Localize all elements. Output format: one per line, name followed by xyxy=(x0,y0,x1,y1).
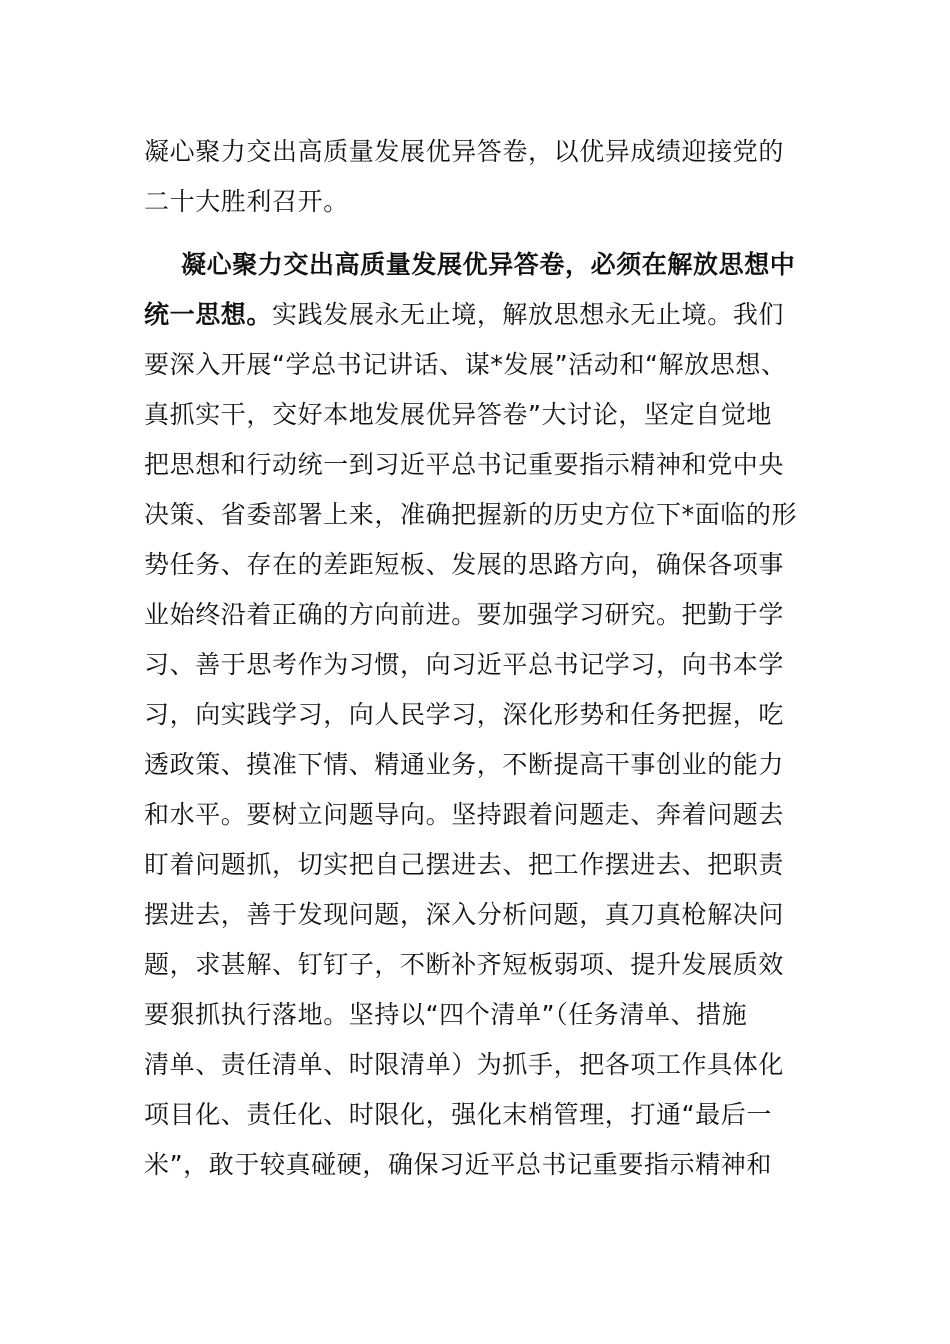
paragraph-1-line-1: 凝心聚力交出高质量发展优异答卷，以优异成绩迎接党的 xyxy=(144,137,785,166)
body-line: 把思想和行动统一到习近平总书记重要指示精神和党中央 xyxy=(144,450,785,479)
paragraph-2-line-2 xyxy=(144,295,784,335)
body-line: 习、善于思考作为习惯，向习近平总书记学习，向书本学 xyxy=(144,650,785,679)
paragraph-2-line-2-text: 实践发展永无止境，解放思想永无止境。我们 xyxy=(272,300,785,329)
body-line: 米”，敢于较真碰硬，确保习近平总书记重要指示精神和 xyxy=(144,1150,772,1179)
body-line: 决策、省委部署上来，准确把握新的历史方位下*面临的形 xyxy=(144,500,798,529)
paragraph-1-line-2: 二十大胜利召开。 xyxy=(144,187,349,216)
body-line: 要深入开展“学总书记讲话、谋*发展”活动和“解放思想、 xyxy=(144,350,787,379)
body-line: 势任务、存在的差距短板、发展的思路方向，确保各项事 xyxy=(144,550,785,579)
body-line: 习，向实践学习，向人民学习，深化形势和任务把握，吃 xyxy=(144,700,785,729)
body-line: 盯着问题抓，切实把自己摆进去、把工作摆进去、把职责 xyxy=(144,850,785,879)
paragraph-2-heading: 凝心聚力交出高质量发展优异答卷，必须在解放思想中 xyxy=(181,250,796,279)
body-line: 业始终沿着正确的方向前进。要加强学习研究。把勤于学 xyxy=(144,600,785,629)
body-line: 真抓实干，交好本地发展优异答卷”大讨论，坚定自觉地 xyxy=(144,400,772,429)
body-line: 项目化、责任化、时限化，强化末梢管理，打通“最后一 xyxy=(144,1100,772,1129)
paragraph-2-heading-end: 统一思想。 xyxy=(144,300,273,329)
body-line: 和水平。要树立问题导向。坚持跟着问题走、奔着问题去 xyxy=(144,800,785,829)
body-line: 摆进去，善于发现问题，深入分析问题，真刀真枪解决问 xyxy=(144,900,785,929)
body-line: 要狠抓执行落地。坚持以“四个清单”（任务清单、措施 xyxy=(144,1000,748,1029)
body-line: 题，求甚解、钉钉子，不断补齐短板弱项、提升发展质效 xyxy=(144,950,785,979)
body-line: 透政策、摸准下情、精通业务，不断提高干事创业的能力 xyxy=(144,750,785,779)
body-line: 清单、责任清单、时限清单）为抓手，把各项工作具体化 xyxy=(144,1050,785,1079)
